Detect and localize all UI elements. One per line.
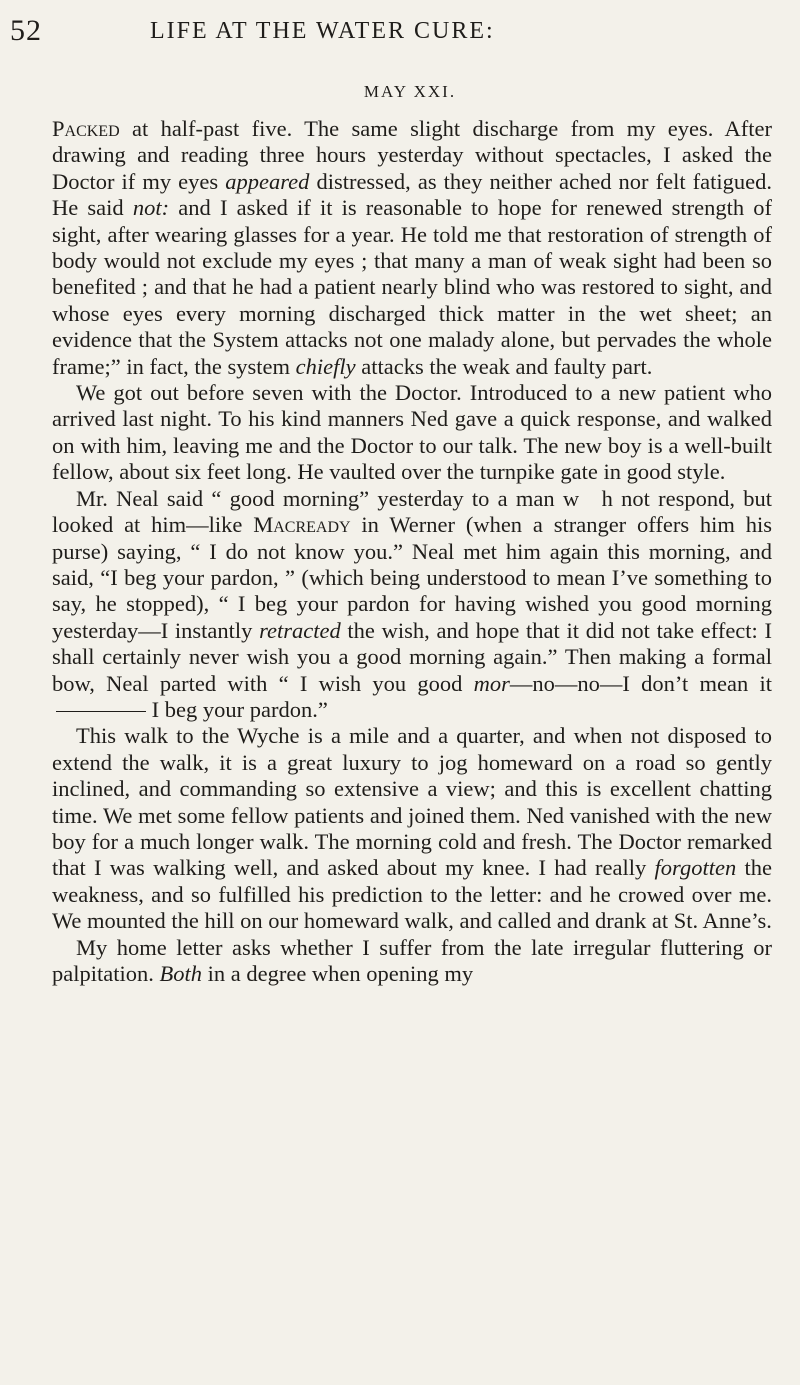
emphasis: not: bbox=[132, 195, 170, 221]
section-heading: MAY XXI. bbox=[363, 82, 457, 101]
emphasis: forgotten bbox=[654, 855, 737, 881]
smallcaps-name: Macready bbox=[253, 512, 351, 538]
paragraph-5: My home letter asks whether I suffer from the late irregular fluttering or palpitation. Both in a degree when opening my bbox=[52, 934, 772, 986]
paragraph-4: This walk to the Wyche is a mile and a quarter, and when not disposed to extend the walk, it is a great luxury to jog homeward on a road so gently inclined, and commanding so extensive a view; and this is excellent chatting time. We met some fellow patients and joined them. Ned vanished with the new boy for a much longer walk. The morning cold and fresh. The Doctor remarked that I was walking well, and asked about my knee. I had really forgotten the weakness, and so fulfilled his prediction to the letter: and he crowed over me. We mounted the hill on our homeward walk, and called and drank at St. Anne’s. bbox=[52, 723, 772, 934]
body-text bbox=[52, 116, 772, 987]
page-number: 52 bbox=[10, 14, 42, 47]
page-header bbox=[10, 12, 788, 48]
paragraph-3: Mr. Neal said “ good morning” yesterday to a man w h not respond, but looked at him—like Macready in Werner (when a stranger offers him his purse) saying, “ I do not know you.” Neal met him again this morning, and said, “I beg your pardon, ” (which being understood to mean I’ve something to say, he stopped), “ I beg your pardon for having wished you good morning yesterday—I instantly retracted the wish, and hope that it did not take effect: I shall certainly never wish you a good morning again.” Then making a formal bow, Neal parted with “ I wish you good mor—no—no—I don’t mean it I beg your pardon.” bbox=[52, 485, 773, 722]
running-head: LIFE AT THE WATER CURE: bbox=[150, 18, 495, 44]
emphasis: retracted bbox=[259, 617, 341, 643]
emphasis: mor bbox=[473, 670, 510, 696]
paragraph-2: We got out before seven with the Doctor. Introduced to a new patient who arrived last night. To his kind manners Ned gave a quick response, and walked on with him, leaving me and the Doctor to our talk. The new boy is a well-built fellow, about six feet long. He vaulted over the turnpike gate in good style. bbox=[52, 380, 772, 485]
long-dash-rule bbox=[56, 711, 146, 712]
emphasis: appeared bbox=[225, 168, 310, 194]
paragraph-lead-word: Packed bbox=[52, 116, 120, 141]
paragraph-1: Packed at half-past five. The same slight discharge from my eyes. After drawing and reading three hours yesterday without spectacles, I asked the Doctor if my eyes appeared distressed, as they neither ached nor felt fatigued. He said not: and I asked if it is reasonable to hope for renewed strength of sight, after wearing glasses for a year. He told me that restoration of strength of body would not exclude my eyes ; that many a man of weak sight had been so benefited ; and that he had a patient nearly blind who was restored to sight, and whose eyes every morning discharged thick matter in the wet sheet; an evidence that the System attacks not one malady alone, but pervades the whole frame;” in fact, the system chiefly attacks the weak and faulty part. bbox=[52, 116, 772, 379]
emphasis: chiefly bbox=[295, 353, 356, 379]
emphasis: Both bbox=[159, 961, 202, 986]
